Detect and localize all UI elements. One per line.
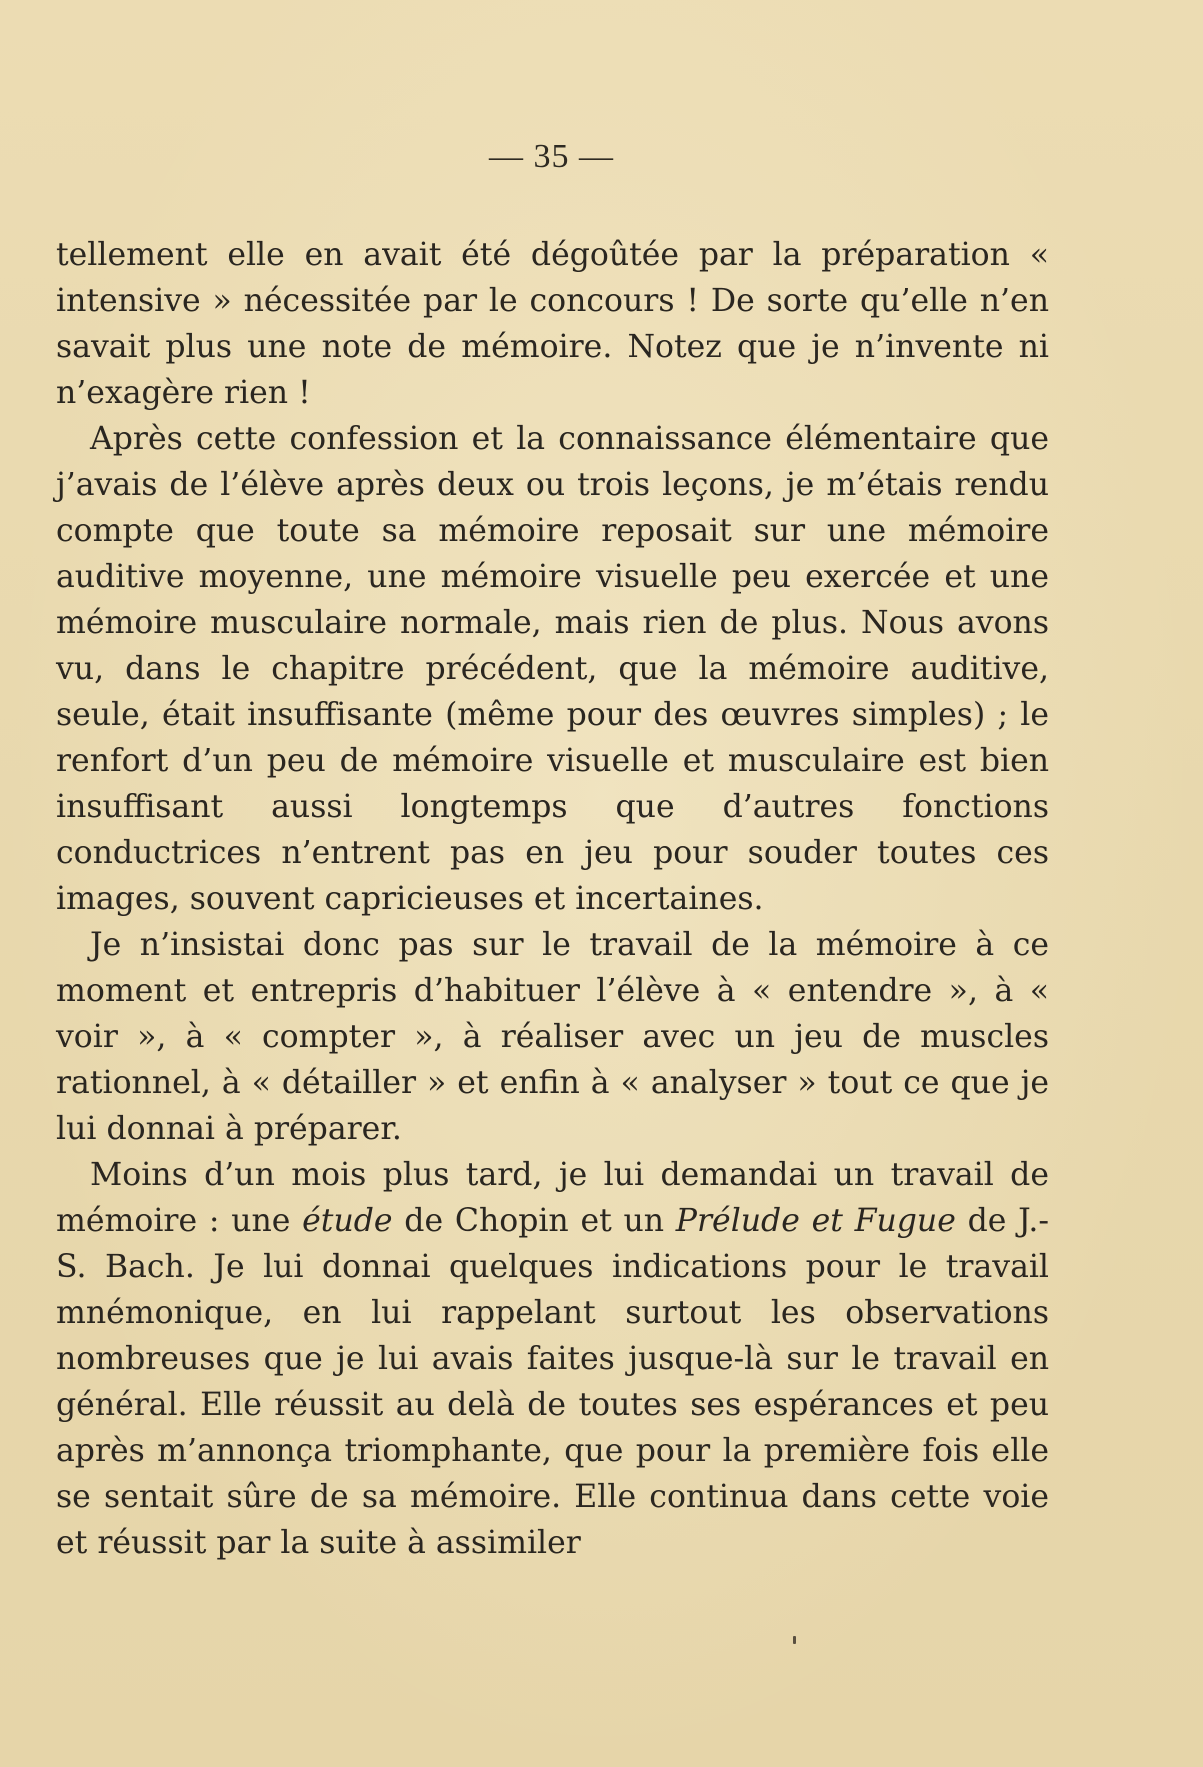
italic-prelude-et-fugue: Prélude et Fugue <box>675 1203 956 1239</box>
paragraph-4-part-3: de J.-S. Bach. Je lui donnai quelques indications pour le travail mnémonique, en lui rappelant surtout les observations nombreuses que je lui avais faites jusque-là sur le travail en général. Elle réussit au delà de toutes ses espérances et peu après m’annonça triomphante, que pour la première fois elle se sentait sûre de sa mémoire. Elle continua dans cette voie et réussit par la suite à assimiler <box>56 1203 1049 1561</box>
paragraph-4-part-1: Moins d’un mois plus tard, je lui demandai un travail de mémoire : une <box>56 1157 1049 1239</box>
paragraph-4 <box>56 1152 1049 1566</box>
ink-speck <box>793 1636 796 1644</box>
italic-etude: étude <box>302 1203 393 1239</box>
paragraph-2: Après cette confession et la connaissance élémentaire que j’avais de l’élève après deux ou trois leçons, je m’étais rendu compte que toute sa mémoire reposait sur une mémoire auditive moyenne, une mémoire visuelle peu exercée et une mémoire musculaire normale, mais rien de plus. Nous avons vu, dans le chapitre précédent, que la mémoire auditive, seule, était insuffisante (même pour des œuvres simples) ; le renfort d’un peu de mémoire visuelle et musculaire est bien insuffisant aussi longtemps que d’autres fonctions conductrices n’entrent pas en jeu pour souder toutes ces images, souvent capricieuses et incertaines. <box>56 421 1049 917</box>
paragraph-3: Je n’insistai donc pas sur le travail de la mémoire à ce moment et entrepris d’habituer l’élève à « entendre », à « voir », à « compter », à réaliser avec un jeu de muscles rationnel, à « détailler » et enfin à « analyser » tout ce que je lui donnai à préparer. <box>56 927 1049 1147</box>
body-text <box>56 232 1049 1566</box>
paragraph-4-part-2: de Chopin et un <box>392 1203 676 1239</box>
page-number: — 35 — <box>489 138 614 175</box>
paragraph-1: tellement elle en avait été dégoûtée par la préparation « intensive » nécessitée par le concours ! De sorte qu’elle n’en savait plus une note de mémoire. Notez que je n’invente ni n’exagère rien ! <box>56 237 1049 411</box>
